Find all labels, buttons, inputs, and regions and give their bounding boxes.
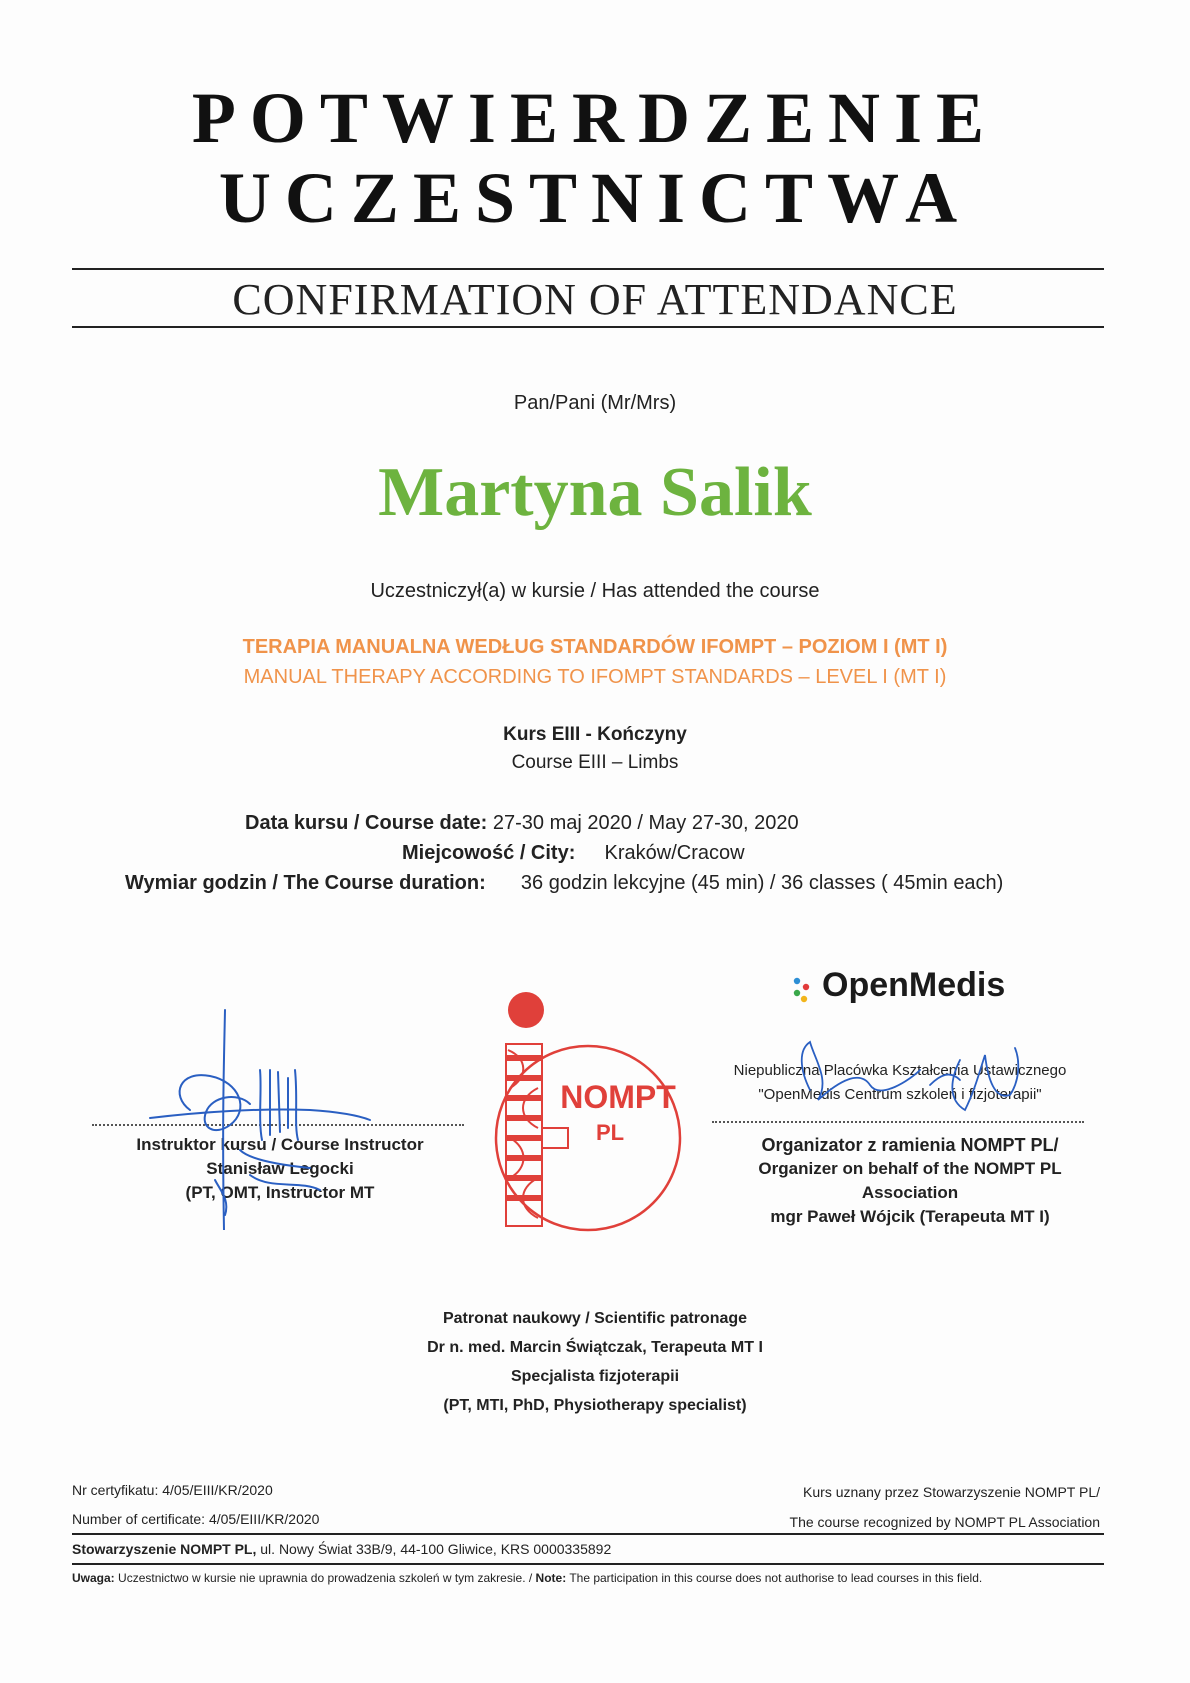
openmedis-logo: OpenMedis — [822, 966, 1006, 1004]
patronage-line4: (PT, MTI, PhD, Physiotherapy specialist) — [443, 1397, 747, 1414]
openmedis-dots-icon — [792, 975, 812, 1005]
note-label: Note: — [535, 1571, 567, 1585]
duration-value: 36 godzin lekcyjne (45 min) / 36 classes ( 45min each) — [520, 872, 1004, 894]
footer-rule-bottom — [72, 1563, 1104, 1565]
recognized-pl: Kurs uznany przez Stowarzyszenie NOMPT PL/ — [803, 1484, 1100, 1500]
city-row — [402, 842, 745, 865]
city-label: Miejcowość / City: — [402, 842, 576, 864]
organizer-signature — [770, 1040, 1060, 1120]
course-date-value: 27-30 maj 2020 / May 27-30, 2020 — [492, 812, 799, 834]
course-date-label: Data kursu / Course date: — [245, 812, 488, 834]
course-title-english: MANUAL THERAPY ACCORDING TO IFOMPT STANDARDS – LEVEL I (MT I) — [243, 666, 947, 688]
salutation: Pan/Pani (Mr/Mrs) — [513, 392, 677, 414]
instructor-credentials: (PT, OMT, Instructor MT — [185, 1183, 375, 1202]
patronage-line2: Dr n. med. Marcin Świątczak, Terapeuta MT I — [427, 1339, 763, 1356]
course-date-row — [245, 812, 799, 835]
title-top-rule — [72, 268, 1104, 270]
association-address-text: ul. Nowy Świat 33B/9, 44-100 Gliwice, KRS 0000335892 — [256, 1541, 612, 1557]
patronage-line3: Specjalista fizjoterapii — [510, 1368, 680, 1385]
module-english: Course EIII – Limbs — [511, 752, 679, 773]
participant-name: Martyna Salik — [378, 454, 812, 531]
footer-rule-top — [72, 1533, 1104, 1535]
nompt-seal-logo — [488, 988, 688, 1240]
organizer-block — [700, 1133, 1120, 1229]
course-title-polish: TERAPIA MANUALNA WEDŁUG STANDARDÓW IFOMPT – POZIOM I (MT I) — [242, 636, 948, 658]
title-bottom-rule — [72, 326, 1104, 328]
duration-row — [125, 872, 1003, 895]
instructor-signature — [120, 1000, 420, 1230]
title-polish-line2: UCZESTNICTWA — [218, 158, 972, 238]
footnote — [72, 1571, 982, 1585]
certificate-number-en: Number of certificate: 4/05/EIII/KR/2020 — [72, 1511, 320, 1527]
attended-text: Uczestniczył(a) w kursie / Has attended the course — [370, 580, 820, 602]
organizer-signature-line — [712, 1121, 1084, 1123]
instructor-name: Stanisław Legocki — [206, 1159, 354, 1178]
institution-line2: "OpenMedis Centrum szkoleń i fizjoterapii" — [758, 1086, 1042, 1103]
recognized-en: The course recognized by NOMPT PL Association — [789, 1514, 1100, 1530]
patronage-line1: Patronat naukowy / Scientific patronage — [442, 1310, 748, 1327]
module-polish: Kurs EIII - Kończyny — [503, 724, 687, 745]
organizer-role-line2: Organizer on behalf of the NOMPT PL — [758, 1159, 1062, 1178]
instructor-role: Instruktor kursu / Course Instructor — [136, 1135, 424, 1154]
seal-text-top: NOMPT — [560, 1079, 676, 1115]
title-polish-line1: POTWIERDZENIE — [191, 78, 999, 158]
seal-text-bottom: PL — [595, 1120, 625, 1145]
organizer-person: mgr Paweł Wójcik (Terapeuta MT I) — [770, 1207, 1050, 1226]
certificate-number-pl: Nr certyfikatu: 4/05/EIII/KR/2020 — [72, 1482, 273, 1498]
uwaga-text: Uczestnictwo w kursie nie uprawnia do prowadzenia szkoleń w tym zakresie. / — [114, 1571, 536, 1585]
association-name: Stowarzyszenie NOMPT PL, — [72, 1541, 257, 1557]
city-value: Kraków/Cracow — [604, 842, 745, 864]
association-address — [72, 1541, 611, 1557]
duration-label: Wymiar godzin / The Course duration: — [125, 872, 486, 894]
title-english: CONFIRMATION OF ATTENDANCE — [232, 275, 958, 324]
note-text: The participation in this course does not authorise to lead courses in this field. — [566, 1571, 983, 1585]
institution-line1: Niepubliczna Placówka Kształcenia Ustawicznego — [733, 1062, 1067, 1079]
organizer-role-line3: Association — [861, 1183, 959, 1202]
scientific-patronage — [0, 1304, 1190, 1420]
organizer-role-line1: Organizator z ramienia NOMPT PL/ — [761, 1135, 1059, 1155]
uwaga-label: Uwaga: — [72, 1571, 115, 1585]
